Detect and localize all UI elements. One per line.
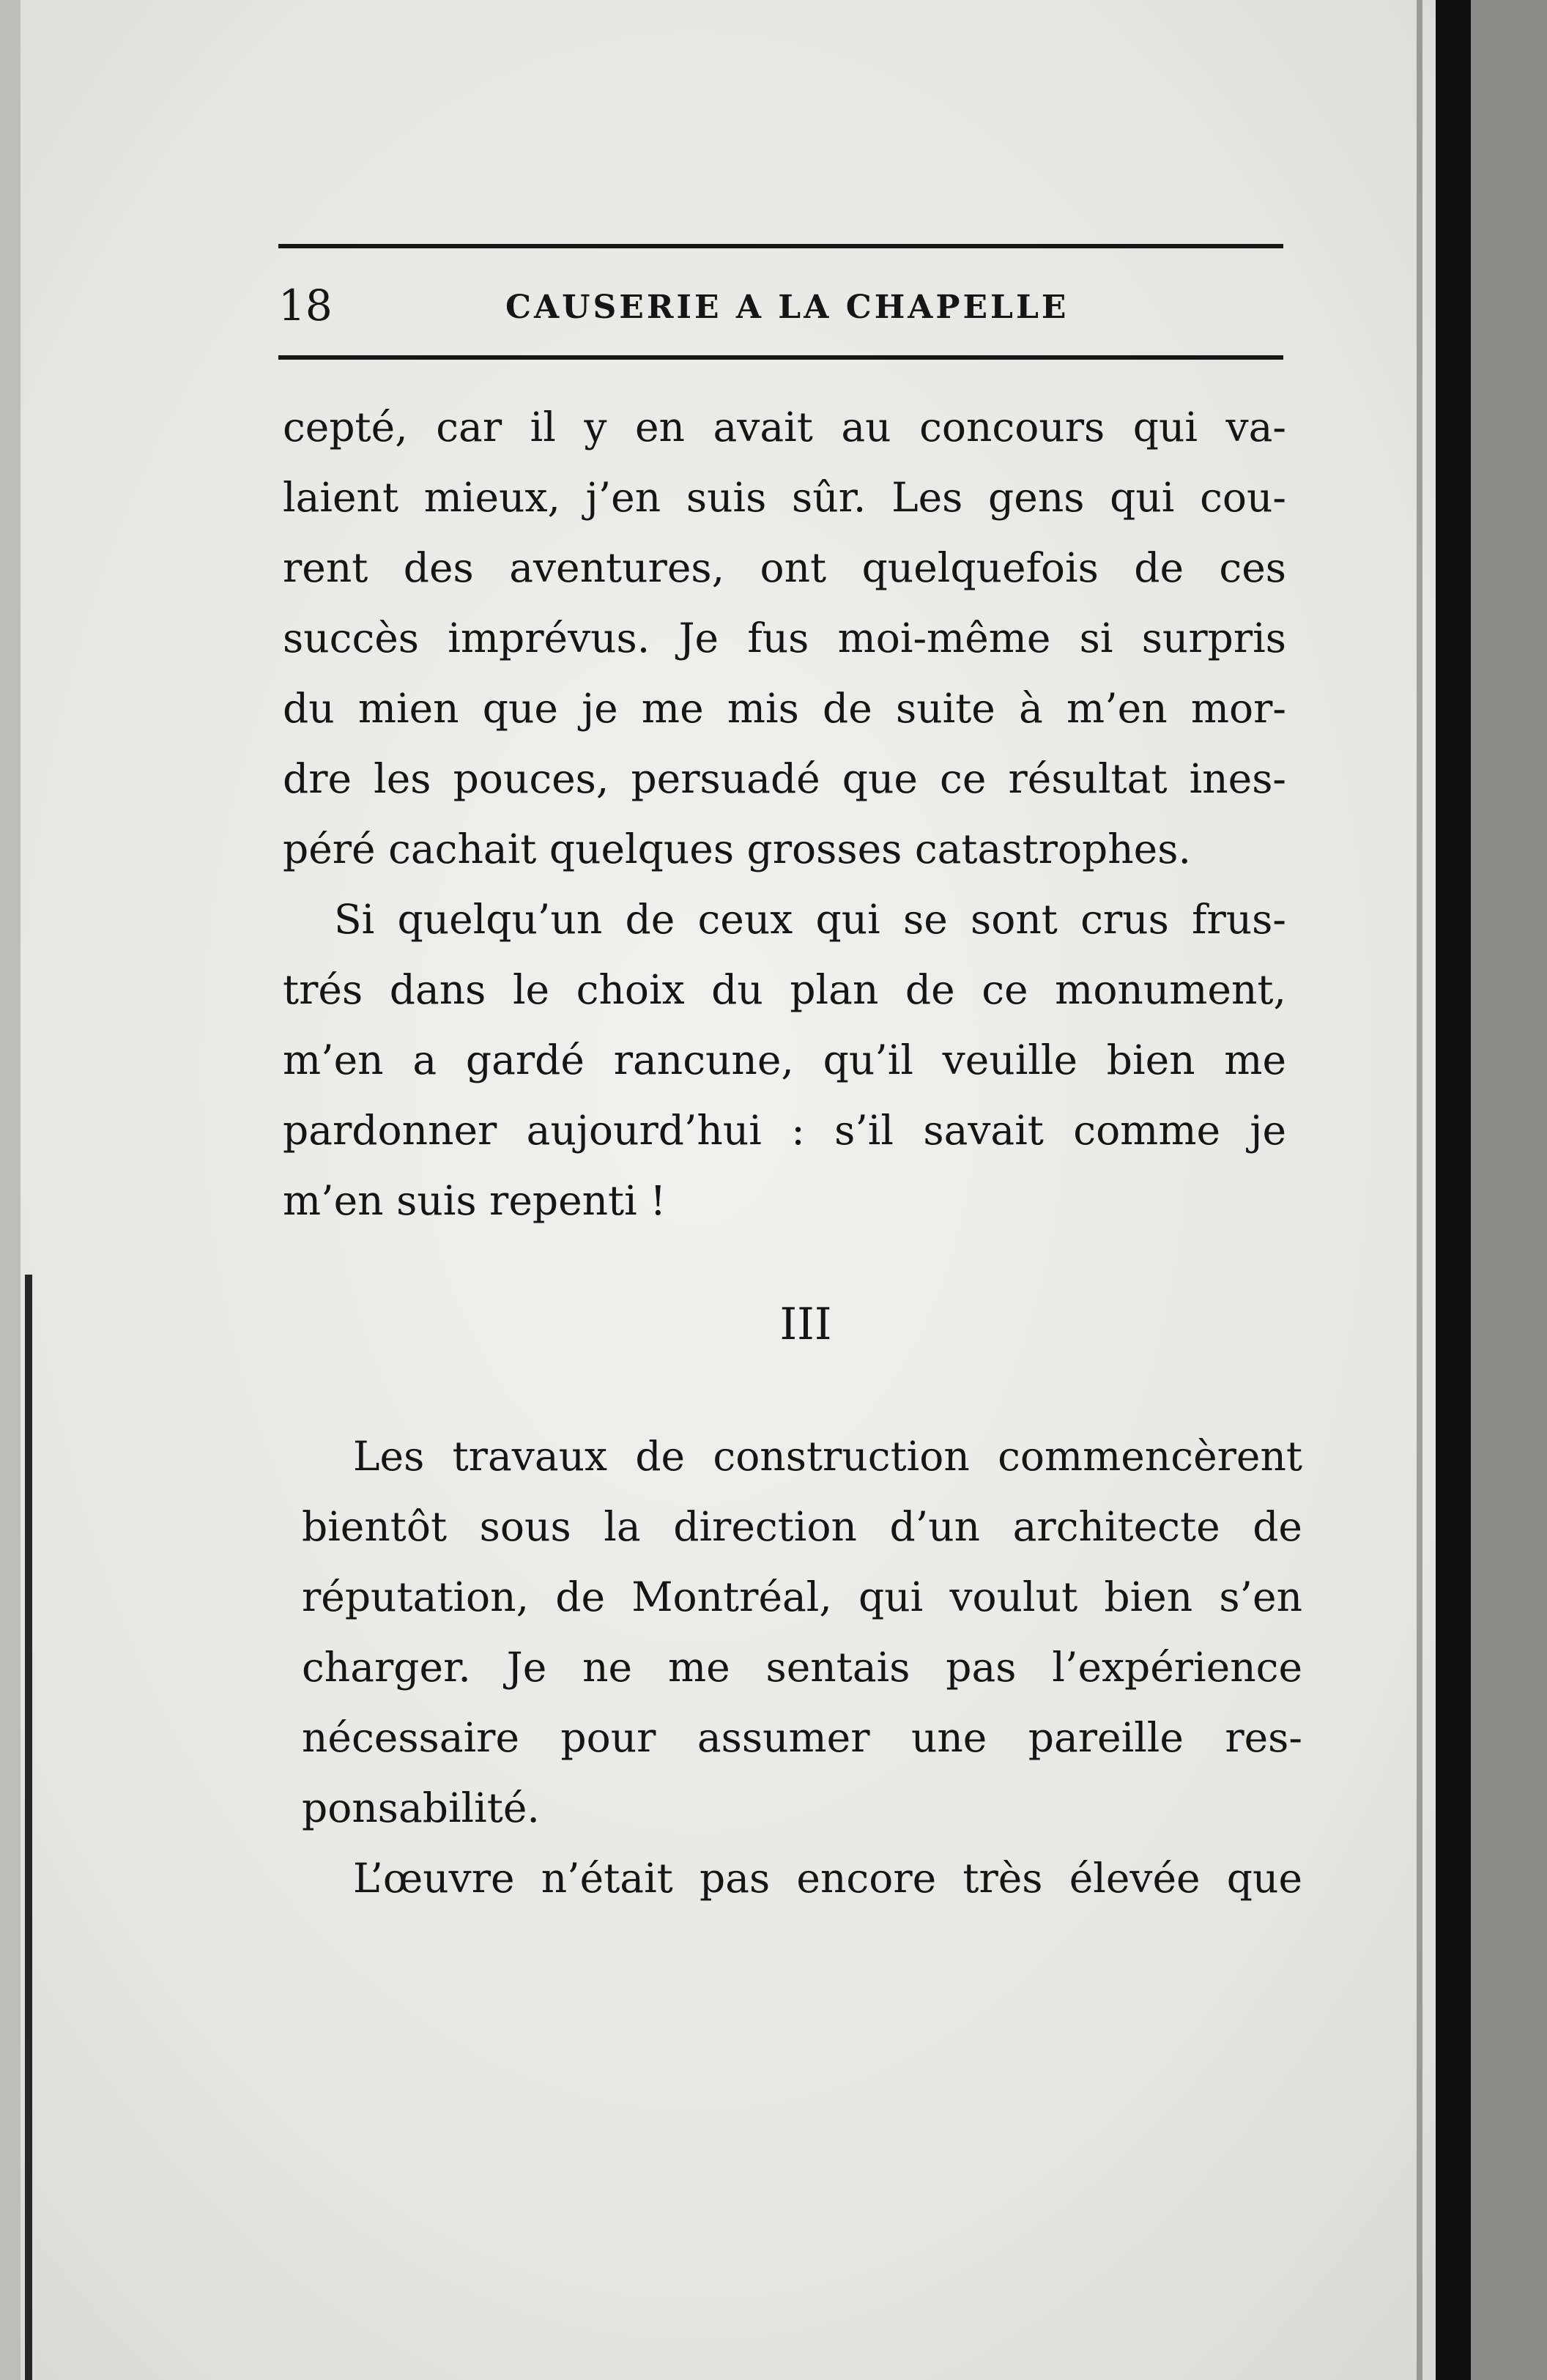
- text-block-upper: [283, 392, 1286, 1236]
- left-binding-shadow: [25, 1275, 32, 2380]
- text-line: succès imprévus. Je fus moi-même si surpris: [283, 615, 1286, 661]
- text-line: ponsabilité.: [302, 1784, 540, 1831]
- text-line: nécessaire pour assumer une pareille res-: [302, 1714, 1302, 1761]
- text-line: bientôt sous la direction d’un architecte de: [302, 1503, 1302, 1550]
- text-line: pardonner aujourd’hui : s’il savait comme je: [283, 1107, 1286, 1154]
- text-line: Les travaux de construction commencèrent: [353, 1433, 1302, 1480]
- text-line: péré cachait quelques grosses catastrophes.: [283, 826, 1191, 872]
- text-line: cepté, car il y en avait au concours qui va-: [283, 404, 1286, 451]
- page-number: 18: [278, 281, 333, 330]
- right-binding-shadow: [1436, 0, 1471, 2380]
- text-line: dre les pouces, persuadé que ce résultat ines-: [283, 755, 1286, 802]
- left-page-edge: [0, 0, 21, 2380]
- text-line: laient mieux, j’en suis sûr. Les gens qui cou-: [283, 474, 1286, 521]
- text-line: trés dans le choix du plan de ce monument,: [283, 966, 1286, 1013]
- text-line: rent des aventures, ont quelquefois de ces: [283, 544, 1286, 591]
- text-line: du mien que je me mis de suite à m’en mor-: [283, 685, 1286, 732]
- text-line: réputation, de Montréal, qui voulut bien s’en: [302, 1573, 1302, 1620]
- header-rule-top: [278, 244, 1283, 248]
- text-line: charger. Je ne me sentais pas l’expérience: [302, 1644, 1302, 1691]
- right-fold-line: [1417, 0, 1422, 2380]
- right-scan-margin: [1471, 0, 1547, 2380]
- running-title: CAUSERIE A LA CHAPELLE: [505, 289, 1069, 326]
- text-line: m’en suis repenti !: [283, 1177, 667, 1224]
- text-line: L’œuvre n’était pas encore très élevée que: [353, 1855, 1302, 1902]
- text-block-lower: [302, 1421, 1302, 1913]
- text-line: m’en a gardé rancune, qu’il veuille bien me: [283, 1037, 1286, 1083]
- header-rule-bottom: [278, 355, 1283, 360]
- section-heading: III: [779, 1299, 832, 1350]
- text-line: Si quelqu’un de ceux qui se sont crus frus-: [334, 896, 1286, 943]
